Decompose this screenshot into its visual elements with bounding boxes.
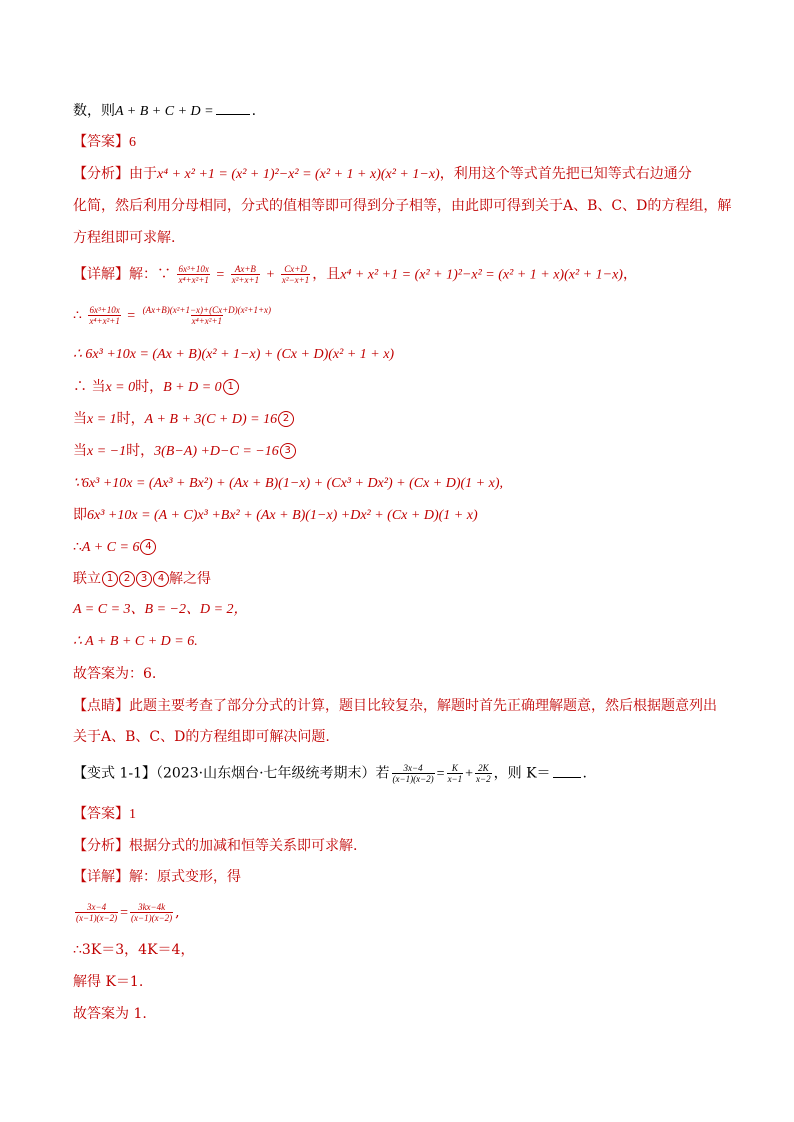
detail-expression: 3(B−A) +D−C = −16 [154, 444, 279, 459]
analysis-text: 根据分式的加减和恒等关系即可求解. [129, 838, 358, 854]
equals: = [436, 766, 445, 782]
answer-label: 【答案】 [73, 134, 129, 150]
detail-2-line-5: 故答案为 1. [73, 1006, 147, 1022]
denominator: x⁴+x²+1 [178, 275, 209, 285]
circled-number-1: 1 [223, 379, 239, 395]
numerator: K [451, 763, 458, 773]
plus: + [266, 267, 275, 283]
detail-1-line-1 [73, 264, 637, 286]
numerator: 6x³+10x [89, 305, 120, 315]
detail-text: ， [622, 266, 637, 283]
detail-1-line-10 [73, 569, 211, 589]
denominator: x−2 [476, 774, 491, 784]
question-expression: A + B + C + D = [115, 104, 214, 119]
question-period: . [251, 103, 257, 119]
numerator: 3kx−4k [138, 902, 166, 912]
detail-expression: x = 0 [105, 380, 136, 395]
detail-expression: x = 1 [87, 412, 117, 427]
detail-text: 当 [73, 411, 87, 427]
circled-number-4: 4 [140, 539, 156, 555]
detail-label: 【详解】 [73, 266, 129, 283]
question-prefix: 数，则 [73, 103, 115, 119]
numerator: 6x³+10x [178, 264, 209, 274]
equals: = [216, 267, 225, 283]
denominator: x⁴+x²+1 [191, 316, 223, 326]
analysis-1-line-1 [73, 164, 692, 185]
analysis-label: 【分析】 [73, 166, 129, 182]
answer-label: 【答案】 [73, 806, 129, 822]
numerator: Ax+B [234, 264, 256, 274]
variant-source: （2023·山东烟台·七年级统考期末） [156, 765, 376, 782]
comment-1-line-2: 关于A、B、C、D的方程组即可解决问题. [73, 729, 330, 745]
denominator: x−1 [447, 774, 463, 784]
numerator: Cx+D [284, 264, 307, 274]
equals: = [127, 308, 136, 324]
answer-blank [553, 765, 581, 778]
denominator: (x−1)(x−2) [76, 913, 118, 923]
circled-number-3: 3 [136, 571, 152, 587]
detail-1-line-6 [73, 441, 296, 462]
variant-text: 若 [375, 765, 390, 782]
numerator: 3x−4 [403, 763, 423, 773]
denominator: (x−1)(x−2) [131, 913, 173, 923]
detail-text: 解：原式变形，得 [129, 869, 241, 885]
detail-text: 时， [116, 411, 145, 427]
detail-expression: x = −1 [87, 444, 127, 459]
detail-1-line-3: ∴ 6x³ +10x = (Ax + B)(x² + 1−x) + (Cx + D)(x² + 1 + x) [73, 347, 395, 362]
question-tail [73, 101, 256, 122]
detail-text: 联立 [73, 571, 101, 587]
fraction [231, 264, 260, 285]
numerator: 3x−4 [87, 902, 107, 912]
detail-expression: A + B + 3(C + D) = 16 [144, 412, 278, 427]
analysis-text: 由于 [129, 166, 157, 182]
answer-blank [216, 102, 250, 115]
detail-text: 时， [126, 443, 155, 459]
detail-2-line-4: 解得 K＝1. [73, 974, 144, 990]
detail-1-line-9 [73, 537, 156, 558]
detail-text: ，且 [312, 266, 341, 283]
detail-expression: x⁴ + x² +1 = (x² + 1)²−x² = (x² + 1 + x)(x² + 1−x) [340, 267, 623, 283]
fraction [447, 763, 464, 784]
detail-1-line-12: ∴ A + B + C + D = 6. [73, 634, 198, 649]
circled-number-1: 1 [102, 571, 118, 587]
answer-2 [73, 804, 136, 825]
fraction [475, 763, 492, 784]
circled-number-3: 3 [280, 443, 296, 459]
detail-expression: B + D = 0 [163, 380, 222, 395]
analysis-expression: x⁴ + x² +1 = (x² + 1)²−x² = (x² + 1 + x)(x² + 1−x) [157, 167, 440, 182]
answer-1 [73, 132, 136, 153]
denominator: x²−x+1 [281, 275, 310, 285]
fraction [142, 305, 272, 326]
therefore: ∴ [73, 307, 82, 324]
detail-text: 时， [135, 379, 164, 395]
analysis-text: ，利用这个等式首先把已知等式右边通分 [439, 166, 692, 182]
detail-2-line-3: ∴3K＝3，4K＝4， [73, 942, 195, 958]
numerator: 2K [478, 763, 489, 773]
analysis-2 [73, 836, 357, 856]
detail-label: 【详解】 [73, 869, 129, 885]
fraction [75, 902, 118, 923]
detail-text: 解之得 [169, 571, 211, 587]
circled-number-2: 2 [278, 411, 294, 427]
comment-text: 此题主要考查了部分分式的计算，题目比较复杂，解题时首先正确理解题意，然后根据题意列出 [129, 698, 717, 714]
detail-expression: A + C = 6 [81, 540, 140, 555]
detail-1-line-2 [73, 305, 274, 327]
analysis-label: 【分析】 [73, 838, 129, 854]
fraction [392, 763, 435, 784]
plus: + [465, 766, 474, 782]
detail-1-line-11: A = C = 3、B = −2、D = 2， [73, 602, 248, 617]
analysis-1-line-2 [73, 196, 731, 216]
detail-expression: 6x³ +10x = (A + C)x³ +Bx² + (Ax + B)(1−x) +Dx² + (Cx + D)(1 + x) [87, 508, 478, 523]
detail-text: , [175, 904, 180, 921]
fraction [177, 264, 209, 285]
circled-number-4: 4 [153, 571, 169, 587]
denominator: (x−1)(x−2) [392, 774, 434, 784]
detail-text: ∴ 当 [73, 379, 106, 395]
answer-value: 6 [129, 135, 136, 150]
detail-1-line-4 [73, 377, 239, 398]
detail-text: 当 [73, 443, 87, 459]
fraction [88, 305, 120, 326]
detail-text: 解：∵ [129, 266, 171, 283]
analysis-1-line-3 [73, 228, 175, 248]
analysis-text: 方程组即可求解. [73, 230, 176, 246]
therefore: ∴ [73, 539, 82, 555]
detail-text: 即 [73, 507, 87, 523]
numerator: (Ax+B)(x²+1−x)+(Cx+D)(x²+1+x) [142, 305, 272, 315]
detail-1-line-5 [73, 409, 294, 430]
denominator: x²+x+1 [231, 275, 260, 285]
equals: = [120, 905, 129, 921]
variant-period: . [582, 765, 587, 782]
detail-2-line-2 [73, 902, 180, 924]
analysis-text: 化简，然后利用分母相同，分式的值相等即可得到分子相等，由此即可得到关于A、B、C、D的方程组，解 [73, 198, 732, 214]
denominator: x⁴+x²+1 [89, 316, 120, 326]
circled-number-2: 2 [119, 571, 135, 587]
variant-text: ，则 K＝ [493, 765, 551, 782]
answer-value: 1 [129, 807, 136, 822]
fraction [130, 902, 173, 923]
detail-1-line-13: 故答案为：6. [73, 666, 157, 682]
fraction [281, 264, 310, 285]
variant-question [73, 763, 587, 785]
detail-2-line-1 [73, 867, 241, 887]
detail-1-line-7: ∵6x³ +10x = (Ax³ + Bx²) + (Ax + B)(1−x) + (Cx³ + Dx²) + (Cx + D)(1 + x), [73, 476, 504, 491]
detail-1-line-8 [73, 505, 478, 526]
variant-label: 【变式 1-1】 [73, 765, 156, 782]
comment-1-line-1 [73, 696, 717, 716]
comment-label: 【点睛】 [73, 698, 129, 714]
